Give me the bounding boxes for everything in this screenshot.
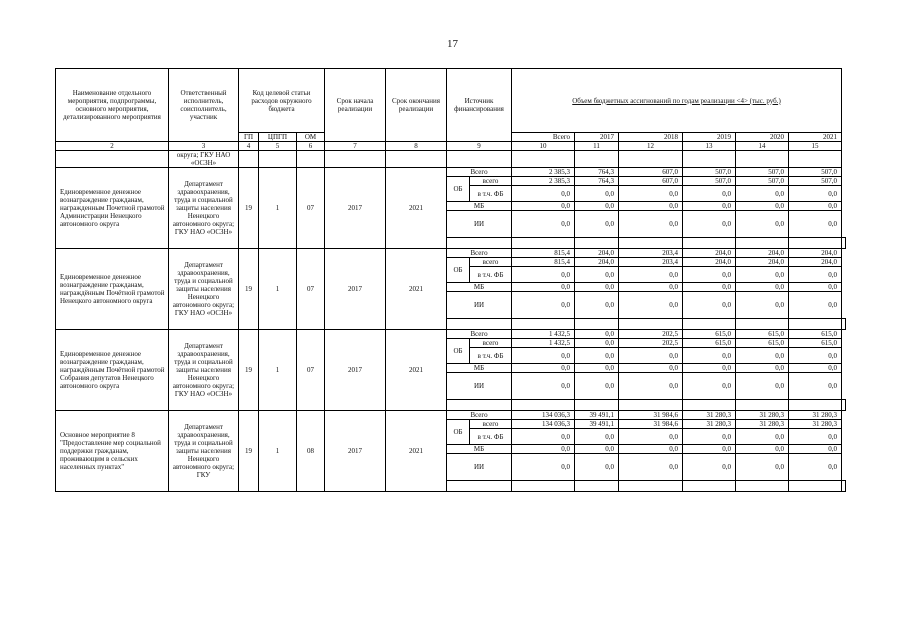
value-year: 31 280,3 — [789, 420, 842, 429]
source-total-label: Всего — [447, 411, 512, 420]
value-year: 204,0 — [575, 258, 619, 267]
header-total: Всего — [512, 133, 575, 142]
empty-cell — [575, 481, 619, 492]
entry-name: Единовременное денежное вознаграждение гражданам, награждённым Почётной грамотой Ненецкого автономного округа — [56, 249, 169, 330]
header-name: Наименование отдельного мероприятия, подпрограммы, основного мероприятия, детализированного мероприятия — [56, 69, 169, 142]
entry-gp: 19 — [239, 330, 259, 411]
empty-cell — [842, 238, 846, 249]
entry-ctsgp: 1 — [259, 249, 297, 330]
value-year: 0,0 — [789, 202, 842, 211]
empty-cell — [386, 151, 447, 168]
empty-cell — [683, 238, 736, 249]
entry-name: Основное мероприятие 8 "Предоставление мер социальной поддержки гражданам, проживающим в сельских населенных пунктах" — [56, 411, 169, 492]
empty-cell — [447, 481, 512, 492]
value-year: 0,0 — [736, 186, 789, 202]
source-mb-label: МБ — [447, 202, 512, 211]
value-year: 204,0 — [736, 249, 789, 258]
empty-cell — [575, 400, 619, 411]
value-year: 0,0 — [736, 373, 789, 400]
entry-start: 2017 — [325, 249, 386, 330]
value-year: 0,0 — [619, 348, 683, 364]
value-total: 0,0 — [512, 283, 575, 292]
value-year: 204,0 — [683, 258, 736, 267]
col-number: 10 — [512, 142, 575, 151]
value-year: 0,0 — [683, 348, 736, 364]
value-year: 507,0 — [789, 168, 842, 177]
header-source: Источник финансирования — [447, 69, 512, 142]
value-year: 0,0 — [683, 202, 736, 211]
empty-cell — [789, 151, 842, 168]
source-ii-label: ИИ — [447, 454, 512, 481]
value-total: 0,0 — [512, 202, 575, 211]
budget-table — [55, 68, 846, 492]
source-ob-total-label: всего — [470, 258, 512, 267]
value-total: 2 385,3 — [512, 177, 575, 186]
empty-cell — [789, 481, 842, 492]
empty-cell — [619, 238, 683, 249]
value-year: 0,0 — [575, 373, 619, 400]
empty-cell — [683, 319, 736, 330]
empty-cell — [683, 481, 736, 492]
empty-cell — [789, 400, 842, 411]
value-year: 0,0 — [619, 283, 683, 292]
header-code: Код целевой статьи расходов окружного бюджета — [239, 69, 325, 133]
entry-gp: 19 — [239, 411, 259, 492]
empty-cell — [619, 481, 683, 492]
source-fb-label: в т.ч. ФБ — [470, 186, 512, 202]
value-year: 0,0 — [789, 364, 842, 373]
value-year: 0,0 — [789, 186, 842, 202]
entry-executor: Департамент здравоохранения, труда и социальной защиты населения Ненецкого автономного округа; ГКУ НАО «ОСЗН» — [169, 249, 239, 330]
value-year: 0,0 — [619, 186, 683, 202]
col-number: 11 — [575, 142, 619, 151]
source-ii-label: ИИ — [447, 211, 512, 238]
value-year: 0,0 — [683, 211, 736, 238]
value-year: 615,0 — [789, 339, 842, 348]
value-total: 0,0 — [512, 186, 575, 202]
entry-om: 07 — [297, 168, 325, 249]
empty-cell — [842, 400, 846, 411]
value-year: 0,0 — [736, 202, 789, 211]
value-year: 607,0 — [619, 177, 683, 186]
value-year: 31 984,6 — [619, 420, 683, 429]
entry-name: Единовременное денежное вознаграждение гражданам, награжденным Почетной грамотой Администрации Ненецкого автономного округа — [56, 168, 169, 249]
value-year: 0,0 — [683, 429, 736, 445]
value-year: 204,0 — [575, 249, 619, 258]
entry-ctsgp: 1 — [259, 168, 297, 249]
empty-cell — [619, 319, 683, 330]
value-total: 0,0 — [512, 211, 575, 238]
value-year: 0,0 — [575, 364, 619, 373]
empty-cell — [512, 319, 575, 330]
entry-start: 2017 — [325, 411, 386, 492]
source-ii-label: ИИ — [447, 292, 512, 319]
source-mb-label: МБ — [447, 445, 512, 454]
value-year: 0,0 — [575, 211, 619, 238]
empty-cell — [447, 151, 512, 168]
col-number: 8 — [386, 142, 447, 151]
col-number: 7 — [325, 142, 386, 151]
value-year: 607,0 — [619, 168, 683, 177]
value-year: 31 280,3 — [736, 420, 789, 429]
value-year: 615,0 — [789, 330, 842, 339]
value-year: 0,0 — [683, 267, 736, 283]
empty-cell — [736, 319, 789, 330]
entry-name: Единовременное денежное вознаграждение гражданам, награждённым Почётной грамотой Собрания депутатов Ненецкого автономного округа — [56, 330, 169, 411]
header-end: Срок окончания реализации — [386, 69, 447, 142]
empty-cell — [512, 238, 575, 249]
value-year: 202,5 — [619, 339, 683, 348]
value-year: 0,0 — [789, 283, 842, 292]
source-ob-label: ОБ — [447, 420, 470, 445]
value-year: 0,0 — [619, 202, 683, 211]
empty-cell — [447, 400, 512, 411]
value-total: 1 432,5 — [512, 339, 575, 348]
value-year: 0,0 — [789, 429, 842, 445]
entry-end: 2021 — [386, 411, 447, 492]
source-mb-label: МБ — [447, 364, 512, 373]
empty-cell — [789, 238, 842, 249]
value-year: 507,0 — [736, 168, 789, 177]
value-year: 31 280,3 — [683, 411, 736, 420]
empty-cell — [789, 319, 842, 330]
source-ob-label: ОБ — [447, 177, 470, 202]
value-total: 0,0 — [512, 364, 575, 373]
value-year: 0,0 — [575, 330, 619, 339]
value-year: 39 491,1 — [575, 411, 619, 420]
col-number: 14 — [736, 142, 789, 151]
entry-end: 2021 — [386, 168, 447, 249]
continuation-empty — [56, 151, 169, 168]
col-number: 2 — [56, 142, 169, 151]
empty-cell — [683, 400, 736, 411]
value-year: 0,0 — [575, 339, 619, 348]
source-ob-total-label: всего — [470, 339, 512, 348]
value-year: 0,0 — [736, 429, 789, 445]
empty-cell — [447, 319, 512, 330]
empty-cell — [619, 151, 683, 168]
entry-om: 07 — [297, 249, 325, 330]
value-year: 0,0 — [575, 445, 619, 454]
value-year: 0,0 — [736, 211, 789, 238]
value-year: 0,0 — [683, 292, 736, 319]
value-year: 0,0 — [736, 267, 789, 283]
empty-cell — [325, 151, 386, 168]
value-year: 0,0 — [619, 454, 683, 481]
header-year: 2018 — [619, 133, 683, 142]
value-year: 39 491,1 — [575, 420, 619, 429]
empty-cell — [512, 481, 575, 492]
empty-cell — [842, 319, 846, 330]
value-year: 0,0 — [619, 292, 683, 319]
value-total: 134 036,3 — [512, 411, 575, 420]
value-year: 0,0 — [736, 348, 789, 364]
col-number: 15 — [789, 142, 842, 151]
entry-om: 07 — [297, 330, 325, 411]
value-year: 204,0 — [683, 249, 736, 258]
value-total: 2 385,3 — [512, 168, 575, 177]
source-ob-label: ОБ — [447, 258, 470, 283]
empty-cell — [259, 151, 297, 168]
entry-row-total — [56, 411, 846, 420]
entry-executor: Департамент здравоохранения, труда и социальной защиты населения Ненецкого автономного округа; ГКУ — [169, 411, 239, 492]
value-total: 0,0 — [512, 445, 575, 454]
empty-cell — [512, 151, 575, 168]
source-total-label: Всего — [447, 168, 512, 177]
value-year: 0,0 — [575, 292, 619, 319]
value-year: 0,0 — [683, 186, 736, 202]
entry-start: 2017 — [325, 330, 386, 411]
entry-row-total — [56, 168, 846, 177]
value-total: 134 036,3 — [512, 420, 575, 429]
entry-ctsgp: 1 — [259, 411, 297, 492]
header-gp: ГП — [239, 133, 259, 142]
value-year: 0,0 — [619, 364, 683, 373]
source-ob-total-label: всего — [470, 177, 512, 186]
header-start: Срок начала реализации — [325, 69, 386, 142]
empty-cell — [297, 151, 325, 168]
entry-end: 2021 — [386, 249, 447, 330]
page-number: 17 — [447, 38, 458, 50]
col-number: 3 — [169, 142, 239, 151]
value-year: 0,0 — [789, 211, 842, 238]
value-year: 764,3 — [575, 177, 619, 186]
value-year: 0,0 — [789, 445, 842, 454]
value-year: 0,0 — [789, 454, 842, 481]
source-fb-label: в т.ч. ФБ — [470, 348, 512, 364]
value-year: 0,0 — [575, 283, 619, 292]
value-year: 0,0 — [736, 445, 789, 454]
header-executor: Ответственный исполнитель, соисполнитель, участник — [169, 69, 239, 142]
empty-cell — [575, 319, 619, 330]
value-year: 0,0 — [789, 348, 842, 364]
empty-cell — [512, 400, 575, 411]
value-year: 0,0 — [575, 429, 619, 445]
source-ob-label: ОБ — [447, 339, 470, 364]
header-year: 2020 — [736, 133, 789, 142]
entry-gp: 19 — [239, 249, 259, 330]
entry-ctsgp: 1 — [259, 330, 297, 411]
value-year: 0,0 — [683, 373, 736, 400]
value-year: 0,0 — [736, 283, 789, 292]
empty-cell — [683, 151, 736, 168]
entry-gp: 19 — [239, 168, 259, 249]
value-year: 507,0 — [683, 168, 736, 177]
value-year: 31 280,3 — [789, 411, 842, 420]
header-om: ОМ — [297, 133, 325, 142]
value-year: 615,0 — [683, 339, 736, 348]
header-volume: Объем бюджетных ассигнований по годам реализации <4> (тыс. руб.) — [512, 69, 842, 133]
value-year: 507,0 — [789, 177, 842, 186]
value-year: 0,0 — [619, 429, 683, 445]
source-fb-label: в т.ч. ФБ — [470, 429, 512, 445]
value-total: 0,0 — [512, 267, 575, 283]
empty-cell — [619, 400, 683, 411]
value-total: 0,0 — [512, 373, 575, 400]
value-year: 203,4 — [619, 249, 683, 258]
value-year: 0,0 — [575, 454, 619, 481]
value-year: 0,0 — [789, 267, 842, 283]
value-year: 0,0 — [789, 373, 842, 400]
empty-cell — [575, 151, 619, 168]
value-total: 0,0 — [512, 348, 575, 364]
empty-cell — [575, 238, 619, 249]
header-row — [56, 69, 846, 133]
col-number: 4 — [239, 142, 259, 151]
value-year: 31 280,3 — [736, 411, 789, 420]
header-year: 2019 — [683, 133, 736, 142]
value-total: 0,0 — [512, 292, 575, 319]
continuation-row — [56, 151, 846, 168]
value-year: 507,0 — [736, 177, 789, 186]
source-total-label: Всего — [447, 330, 512, 339]
col-number: 12 — [619, 142, 683, 151]
header-year: 2021 — [789, 133, 842, 142]
col-number: 13 — [683, 142, 736, 151]
value-year: 615,0 — [683, 330, 736, 339]
value-year: 0,0 — [575, 202, 619, 211]
entry-row-total — [56, 330, 846, 339]
entry-end: 2021 — [386, 330, 447, 411]
entry-start: 2017 — [325, 168, 386, 249]
value-year: 31 984,6 — [619, 411, 683, 420]
value-year: 0,0 — [789, 292, 842, 319]
value-year: 204,0 — [789, 258, 842, 267]
empty-cell — [736, 400, 789, 411]
empty-cell — [842, 481, 846, 492]
value-year: 764,3 — [575, 168, 619, 177]
entry-row-total — [56, 249, 846, 258]
empty-cell — [239, 151, 259, 168]
value-year: 0,0 — [619, 373, 683, 400]
value-year: 0,0 — [575, 267, 619, 283]
entry-executor: Департамент здравоохранения, труда и социальной защиты населения Ненецкого автономного округа; ГКУ НАО «ОСЗН» — [169, 330, 239, 411]
value-year: 204,0 — [789, 249, 842, 258]
value-year: 0,0 — [736, 454, 789, 481]
source-total-label: Всего — [447, 249, 512, 258]
value-year: 0,0 — [575, 348, 619, 364]
value-year: 0,0 — [683, 445, 736, 454]
source-ii-label: ИИ — [447, 373, 512, 400]
column-number-row — [56, 142, 846, 151]
continuation-executor: округа; ГКУ НАО «ОСЗН» — [169, 151, 239, 168]
value-year: 204,0 — [736, 258, 789, 267]
empty-cell — [736, 151, 789, 168]
empty-cell — [736, 481, 789, 492]
value-total: 815,4 — [512, 249, 575, 258]
col-number: 6 — [297, 142, 325, 151]
empty-cell — [736, 238, 789, 249]
source-ob-total-label: всего — [470, 420, 512, 429]
entry-om: 08 — [297, 411, 325, 492]
value-year: 615,0 — [736, 330, 789, 339]
value-year: 31 280,3 — [683, 420, 736, 429]
col-number: 5 — [259, 142, 297, 151]
value-year: 203,4 — [619, 258, 683, 267]
value-year: 0,0 — [619, 267, 683, 283]
value-year: 0,0 — [736, 364, 789, 373]
entry-executor: Департамент здравоохранения, труда и социальной защиты населения Ненецкого автономного округа; ГКУ НАО «ОСЗН» — [169, 168, 239, 249]
source-mb-label: МБ — [447, 283, 512, 292]
source-fb-label: в т.ч. ФБ — [470, 267, 512, 283]
value-year: 0,0 — [683, 364, 736, 373]
col-number: 9 — [447, 142, 512, 151]
header-year: 2017 — [575, 133, 619, 142]
value-total: 1 432,5 — [512, 330, 575, 339]
value-year: 0,0 — [619, 445, 683, 454]
empty-cell — [447, 238, 512, 249]
value-year: 0,0 — [736, 292, 789, 319]
value-year: 0,0 — [683, 454, 736, 481]
value-year: 615,0 — [736, 339, 789, 348]
value-year: 0,0 — [575, 186, 619, 202]
value-total: 0,0 — [512, 454, 575, 481]
value-year: 0,0 — [619, 211, 683, 238]
header-ctsgp: ЦПГП — [259, 133, 297, 142]
value-year: 202,5 — [619, 330, 683, 339]
value-year: 0,0 — [683, 283, 736, 292]
value-total: 815,4 — [512, 258, 575, 267]
value-total: 0,0 — [512, 429, 575, 445]
value-year: 507,0 — [683, 177, 736, 186]
